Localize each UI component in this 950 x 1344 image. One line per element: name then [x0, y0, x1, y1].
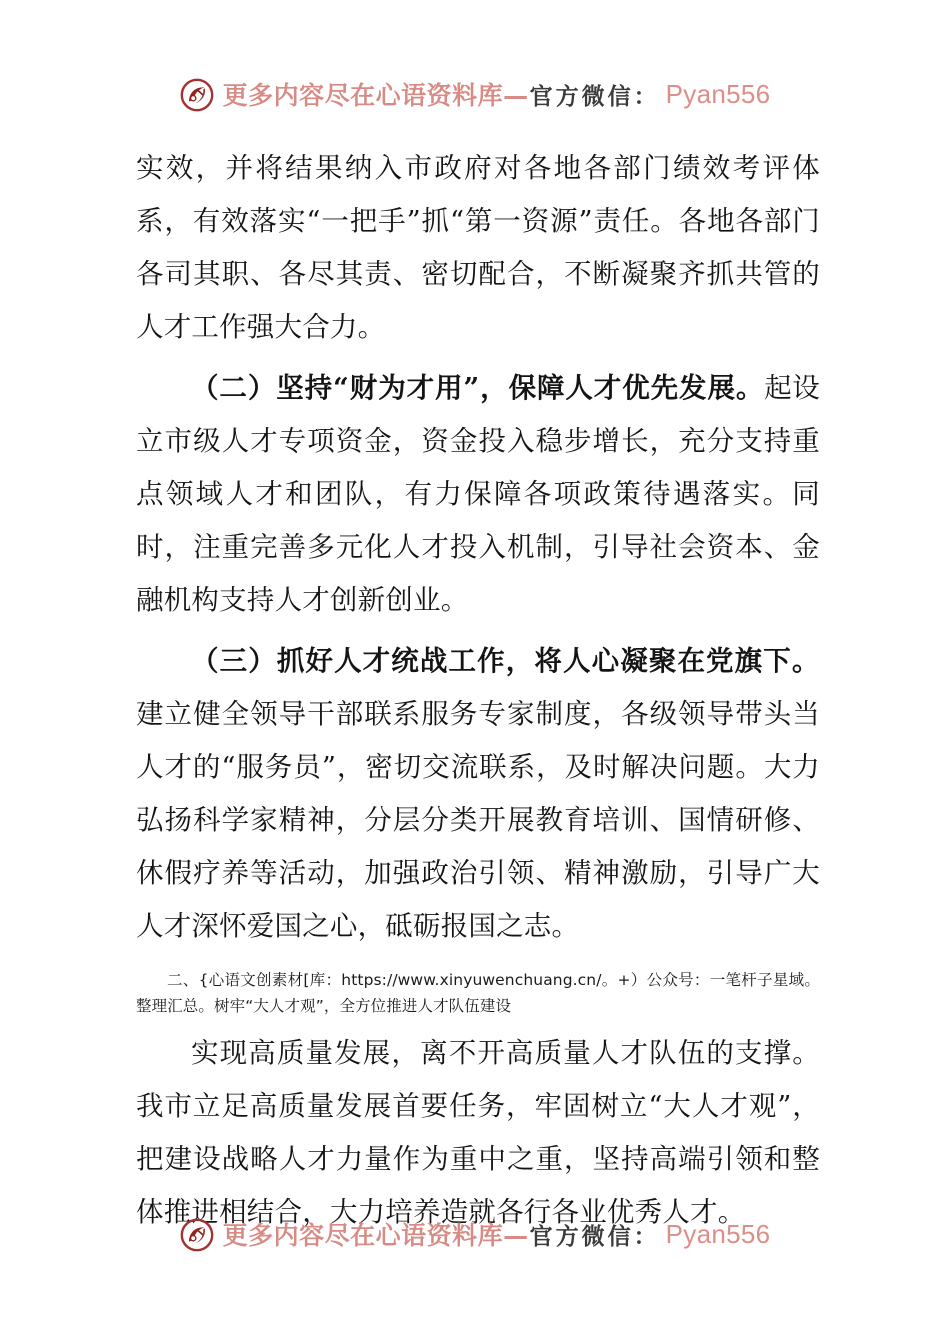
watermark-dark-text: 官方微信： [529, 1222, 660, 1250]
paragraph-section-3 [136, 635, 820, 953]
seal-logo-icon [180, 78, 214, 112]
paragraph-continuation [136, 142, 820, 354]
watermark-wechat-handle: Pyan556 [665, 1218, 771, 1249]
paragraph-spacer [136, 627, 820, 635]
inserted-watermark-note: 二、{心语文创素材[库：https://www.xinyuwenchuang.cn/。+）公众号：一笔杆子星域。整理汇总。树牢“大人才观”，全方位推进人才队伍建设 [136, 971, 820, 1015]
watermark-banner-top [0, 76, 950, 112]
watermark-red-text: 更多内容尽在心语资料库— [222, 1221, 529, 1250]
watermark-dark-text: 官方微信： [529, 82, 660, 110]
paragraph-text: 建立健全领导干部联系服务专家制度，各级领导带头当人才的“服务员”，密切交流联系，及时解决问题。大力弘扬科学家精神，分层分类开展教育培训、国情研修、休假疗养等活动，加强政治引领、精神激励，引导广大人才深怀爱国之心，砥砺报国之志。 [136, 698, 820, 942]
section-heading-3: （三）抓好人才统战工作，将人心凝聚在党旗下。 [191, 645, 820, 677]
seal-logo-icon [180, 1218, 214, 1252]
paragraph-section-2 [136, 362, 820, 627]
document-body [136, 142, 820, 1239]
paragraph-closing [136, 1027, 820, 1239]
watermark-wechat-handle: Pyan556 [665, 78, 771, 109]
watermark-red-text: 更多内容尽在心语资料库— [222, 81, 529, 110]
watermark-banner-bottom [0, 1216, 950, 1252]
paragraph-text: 实现高质量发展，离不开高质量人才队伍的支撑。我市立足高质量发展首要任务，牢固树立“大人才观”，把建设战略人才力量作为重中之重，坚持高端引领和整体推进相结合，大力培养造就各行各业优秀人才。 [136, 1037, 820, 1228]
paragraph-text: 起设立市级人才专项资金，资金投入稳步增长，充分支持重点领域人才和团队，有力保障各项政策待遇落实。同时，注重完善多元化人才投入机制，引导社会资本、金融机构支持人才创新创业。 [136, 372, 820, 616]
section-heading-2: （二）坚持“财为才用”，保障人才优先发展。 [191, 372, 765, 404]
paragraph-text: 实效，并将结果纳入市政府对各地各部门绩效考评体系，有效落实“一把手”抓“第一资源”责任。各地各部门各司其职、各尽其责、密切配合，不断凝聚齐抓共管的人才工作强大合力。 [136, 152, 820, 343]
paragraph-spacer [136, 354, 820, 362]
